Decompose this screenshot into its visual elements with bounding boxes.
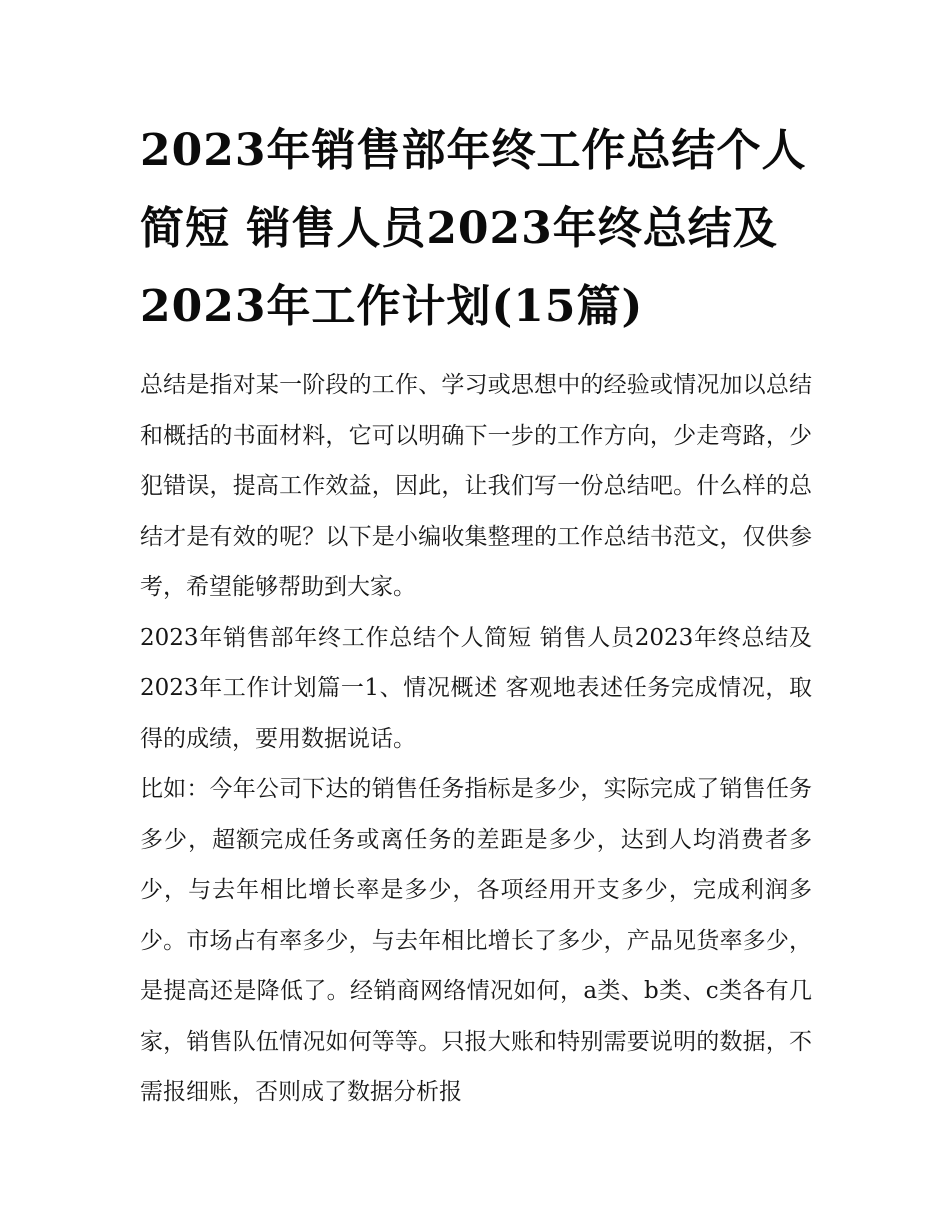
paragraph-example: 比如：今年公司下达的销售任务指标是多少，实际完成了销售任务多少，超额完成任务或离任务的差距是多少，达到人均消费者多少，与去年相比增长率是多少，各项经用开支多少，完成利润多少。市场占有率多少，与去年相比增长了多少，产品见货率多少，是提高还是降低了。经销商网络情况如何，a类、b类、c类各有几家，销售队伍情况如何等等。只报大账和特别需要说明的数据，不需报细账，否则成了数据分析报: [140, 776, 812, 1105]
paragraph-intro: 总结是指对某一阶段的工作、学习或思想中的经验或情况加以总结和概括的书面材料，它可以明确下一步的工作方向，少走弯路，少犯错误，提高工作效益，因此，让我们写一份总结吧。什么样的总结才是有效的呢？以下是小编收集整理的工作总结书范文，仅供参考，希望能够帮助到大家。: [140, 372, 812, 600]
document-body: [140, 112, 812, 1118]
document-title: 2023年销售部年终工作总结个人简短 销售人员2023年终总结及2023年工作计划(15篇): [140, 125, 807, 332]
paragraph-section-one: 2023年销售部年终工作总结个人简短 销售人员2023年终总结及2023年工作计划篇一1、情况概述 客观地表述任务完成情况，取得的成绩，要用数据说话。: [140, 624, 812, 752]
